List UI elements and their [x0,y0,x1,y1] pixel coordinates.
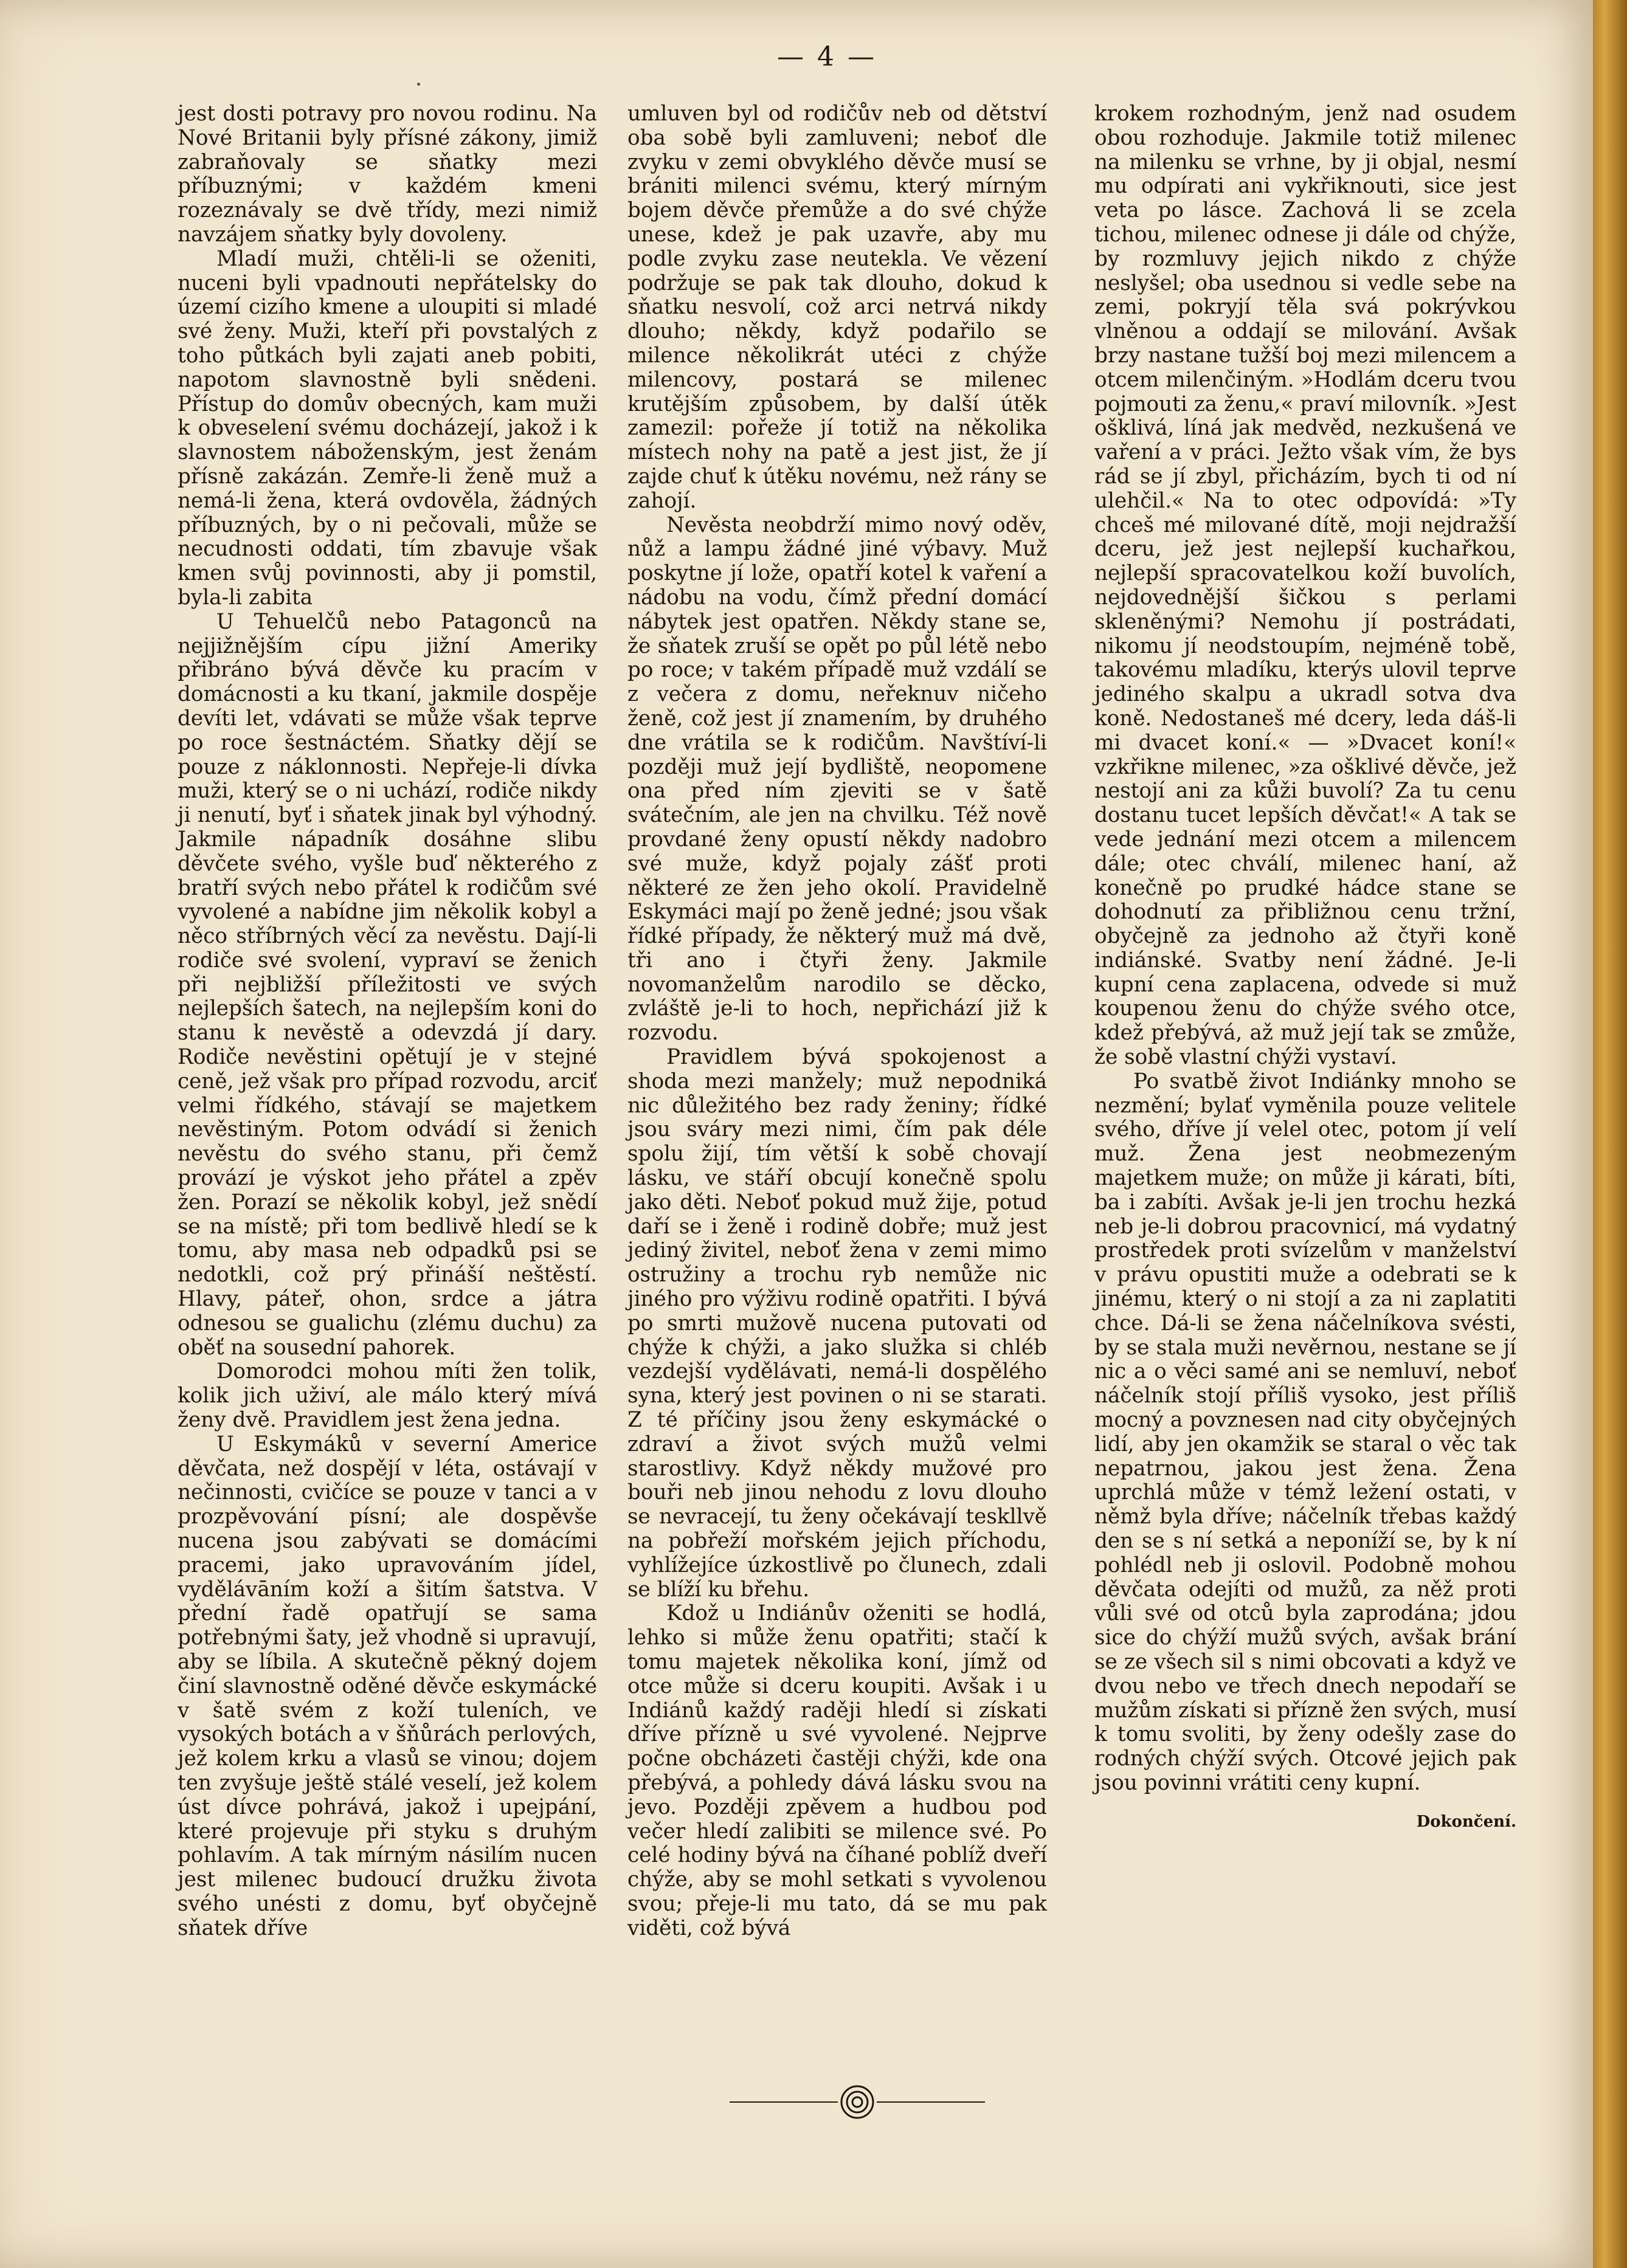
column-3 [1094,102,1516,1835]
paragraph: U Tehuelčů nebo Patagonců na nejjižnějším cípu jižní Ameriky přibráno bývá děvče ku pracím v domácnosti a ku tkaní, jakmile dospěje devíti let, vdávati se může však teprve po roce šestnáctém. Sňatky dějí se pouze z náklonnosti. Nepřeje-li dívka muži, který se o ni uchází, rodiče nikdy ji nenutí, byť i sňatek jinak byl výhodný. Jakmile nápadník dosáhne slibu děvčete svého, vyšle buď některého z bratří svých nebo přátel k rodičům své vyvolené a nabídne jim několik kobyl a něco stříbrných věcí za nevěstu. Dají-li rodiče své svolení, vypraví se ženich při nejbližší příležitosti ve svých nejlepších šatech, na nejlepším koni do stanu k nevěstě a odevzdá jí dary. Rodiče nevěstini opětují je v stejné ceně, jež však pro případ rozvodu, arciť velmi řídkého, stávají se majetkem nevěstiným. Potom odvádí si ženich nevěstu do svého stanu, při čemž provází je výskot jeho přátel a zpěv žen. Porazí se několik kobyl, jež snědí se na místě; při tom bedlivě hledí se k tomu, aby masa neb odpadků psi se nedotkli, což prý přináší neštěstí. Hlavy, páteř, ohon, srdce a játra odnesou se gualichu (zlému duchu) za oběť na sousední pahorek. [178,609,597,1360]
page-edge [1593,0,1627,2268]
column-2 [627,102,1047,1941]
paragraph: Kdož u Indiánův oženiti se hodlá, lehko si může ženu opatřiti; stačí k tomu majetek několika koní, jímž od otce může si dceru koupiti. Avšak i u Indiánů každý raději hledí si získati dříve přízně u své vyvolené. Nejprve počne obcházeti častěji chýži, kde ona přebývá, a pohledy dává lásku svou na jevo. Později zpěvem a hudbou pod večer hledí zalibiti se milence své. Po celé hodiny bývá na číhané poblíž dveří chýže, aby se mohl setkati s vyvolenou svou; přeje-li mu tato, dá se mu pak viděti, což bývá [627,1601,1047,1940]
end-note: Dokončení. [1416,1812,1516,1831]
paragraph: jest dosti potravy pro novou rodinu. Na Nové Britanii byly přísné zákony, jimiž zabraňovaly se sňatky mezi příbuznými; v každém kmeni rozeznávaly se dvě třídy, mezi nimiž navzájem sňatky byly dovoleny. [178,102,597,247]
ornament-divider [730,2084,985,2120]
paragraph: Pravidlem bývá spokojenost a shoda mezi manžely; muž nepodniká nic důležitého bez rady ženiny; řídké jsou sváry mezi nimi, čím pak déle spolu žijí, tím větší k sobě chovají lásku, ve stáří obcují konečně spolu jako děti. Neboť pokud muž žije, potud daří se i ženě i rodině dobře; muž jest jediný živitel, neboť žena v zemi mimo ostružiny a trochu ryb nemůže nic jiného pro výživu rodině opatřiti. I bývá po smrti mužově nucena putovati od chýže k chýži, a jako služka si chléb vezdejší vydělávati, nemá-li dospělého syna, který jest povinen o ni se starati. Z té příčiny jsou ženy eskymácké o zdraví a život svých mužů velmi starostlivy. Když někdy mužové pro bouři neb jinou nehodu z lovu dlouho se nevracejí, tu ženy očekávají teskllvě na pobřeží mořském jejich příchodu, vyhlížejíce úzkostlivě po člunech, zdali se blíží ku břehu. [627,1045,1047,1602]
ink-speck [417,83,420,86]
paragraph: umluven byl od rodičův neb od dětství oba sobě byli zamluveni; neboť dle zvyku v zemi obvyklého děvče musí se brániti milenci svému, který mírným bojem děvče přemůže a do své chýže unese, kdež je pak uzavře, aby mu podle zvyku zase neutekla. Ve vězení podržuje se pak tak dlouho, dokud k sňatku nesvolí, což arci netrvá nikdy dlouho; někdy, když podařilo se milence několikrát utéci z chýže milencovy, postará se milenec krutějším způsobem, by další útěk zamezil: pořeže jí totiž na několika místech nohy na patě a jest jist, že jí zajde chuť k útěku novému, než rány se zahojí. [627,102,1047,513]
column-1 [178,102,597,1941]
paragraph: U Eskymáků v severní Americe děvčata, než dospějí v léta, ostávají v nečinnosti, cvičíce se pouze v tanci a v prozpěvování písní; ale dospěvše nucena jsou zabývati se domácími pracemi, jako upravováním jídel, vydělávāním koží a šitím šatstva. V přední řadě opatřují se sama potřebnými šaty, jež vhodně si upravují, aby se líbila. A skutečně pěkný dojem činí slavnostně oděné děvče eskymácké v šatě svém z koží tuleních, ve vysokých botách a v šňůrách perlových, jež kolem krku a vlasů se vinou; dojem ten zvyšuje ještě stálé veselí, jež kolem úst dívce pohrává, jakož i upejpání, které projevuje při styku s druhým pohlavím. A tak mírným násilím nucen jest milenec budoucí družku života svého unésti z domu, byť obyčejně sňatek dříve [178,1432,597,1940]
paragraph: Domorodci mohou míti žen tolik, kolik jich uživí, ale málo který mívá ženy dvě. Pravidlem jest žena jedna. [178,1359,597,1433]
paragraph: Nevěsta neobdrží mimo nový oděv, nůž a lampu žádné jiné výbavy. Muž poskytne jí lože, opatří kotel k vaření a nádobu na vodu, čímž přední domácí nábytek jest opatřen. Někdy stane se, že sňatek zruší se opět po půl létě nebo po roce; v takém případě muž vzdálí se z večera z domu, neřeknuv ničeho ženě, což jest jí znamením, by druhého dne vrátila se k rodičům. Navštíví-li později muž její bydliště, neopomene ona před ním zjeviti se v šatě svátečním, ale jen na chvilku. Též nově provdané ženy opustí někdy nadobro své muže, když pojaly zášť proti některé ze žen jeho okolí. Pravidelně Eskymáci mají po ženě jedné; jsou však řídké případy, že některý muž má dvě, tři ano i čtyři ženy. Jakmile novomanželům narodilo se děcko, zvláště je-li to hoch, nepřichází již k rozvodu. [627,512,1047,1046]
paragraph: Po svatbě život Indiánky mnoho se nezmění; bylať vyměnila pouze velitele svého, dříve jí velel otec, potom jí velí muž. Žena jest neobmezeným majetkem muže; on může ji kárati, bíti, ba i zabíti. Avšak je-li jen trochu hezká neb je-li dobrou pracovnicí, má vydatný prostředek proti svízelům v manželství v právu opustiti muže a odebrati se k jinému, který o ni stojí a za ni zaplatiti chce. Dá-li se žena náčelníkova svésti, by se stala muži nevěrnou, nestane se jí nic a o věci samé ani se nemluví, neboť náčelník stojí příliš vysoko, jest příliš mocný a povznesen nad city obyčejných lidí, aby jen okamžik se staral o věc tak nepatrnou, jakou jest žena. Žena uprchlá může v témž ležení ostati, v němž byla dříve; náčelník třebas každý den se s ní setká a neponíží se, by k ní pohlédl neb ji oslovil. Podobně mohou děvčata odejíti od mužů, za něž proti vůli své od otců byla zaprodána; jdou sice do chýží mužů svých, avšak brání se ze všech sil s nimi obcovati a když ve dvou nebo ve třech dnech nepodaří se mužům získati si přízně žen svých, musí k tomu svoliti, by ženy odešly zase do rodných chýží svých. Otcové jejich pak jsou povinni vrátiti ceny kupní. [1094,1069,1516,1795]
paragraph: krokem rozhodným, jenž nad osudem obou rozhoduje. Jakmile totiž milenec na milenku se vrhne, by ji objal, nesmí mu odpírati ani vykřiknouti, sice jest veta po lásce. Zachová li se zcela tichou, milenec odnese ji dále od chýže, by rozmluvy jejich nikdo z chýže neslyšel; oba usednou si vedle sebe na zemi, pokryjí těla svá pokrývkou vlněnou a oddají se milování. Avšak brzy nastane tužší boj mezi milencem a otcem milenčiným. »Hodlám dceru tvou pojmouti za ženu,« praví milovník. »Jest ošklivá, líná jak medvěd, nezkušená ve vaření a v práci. Ježto však vím, že bys rád se jí zbyl, přicházím, bych ti od ní ulehčil.« Na to otec odpovídá: »Ty chceš mé milované dítě, moji nejdražší dceru, jež jest nejlepší kuchařkou, nejlepší spracovatelkou koží buvolích, nejdovednější šičkou s perlami skleněnými? Nemohu jí postrádati, nikomu jí neodstoupím, nejméně tobě, takovému mladíku, kterýs ulovil teprve jediného skalpu a ukradl sotva dva koně. Nedostaneš mé dcery, leda dáš-li mi dvacet koní.« — »Dvacet koní!« vzkřikne milenec, »za ošklivé děvče, jež nestojí ani za kůži buvolí? Za tu cenu dostanu tucet lepších děvčat!« A tak se vede jednání mezi otcem a milencem dále; otec chválí, milenec haní, až konečně po prudké hádce stane se dohodnutí za přibližnou cenu tržní, obyčejně za jednoho až čtyři koně indiánské. Svatby není žádné. Je-li kupní cena zaplacena, odvede si muž koupenou ženu do chýže svého otce, kdež přebývá, až muž její tak se zmůže, že sobě vlastní chýži vystaví. [1094,102,1516,1070]
page-number: — 4 — [777,41,877,72]
paragraph: Mladí muži, chtěli-li se oženiti, nuceni byli vpadnouti nepřátelsky do území cizího kmene a uloupiti si mladé své ženy. Muži, kteří při povstalých z toho půtkách byli zajati aneb pobiti, napotom slavnostně byli snědeni. Přístup do domův obecných, kam muži k obveselení svému docházejí, jakož i k slavnostem náboženským, jest ženám přísně zakázán. Zemře-li ženě muž a nemá-li žena, která ovdověla, žádných příbuzných, by o ni pečovali, může se necudnosti oddati, tím zbavuje však kmen svůj povinnosti, aby ji pomstil, byla-li zabita [178,246,597,610]
